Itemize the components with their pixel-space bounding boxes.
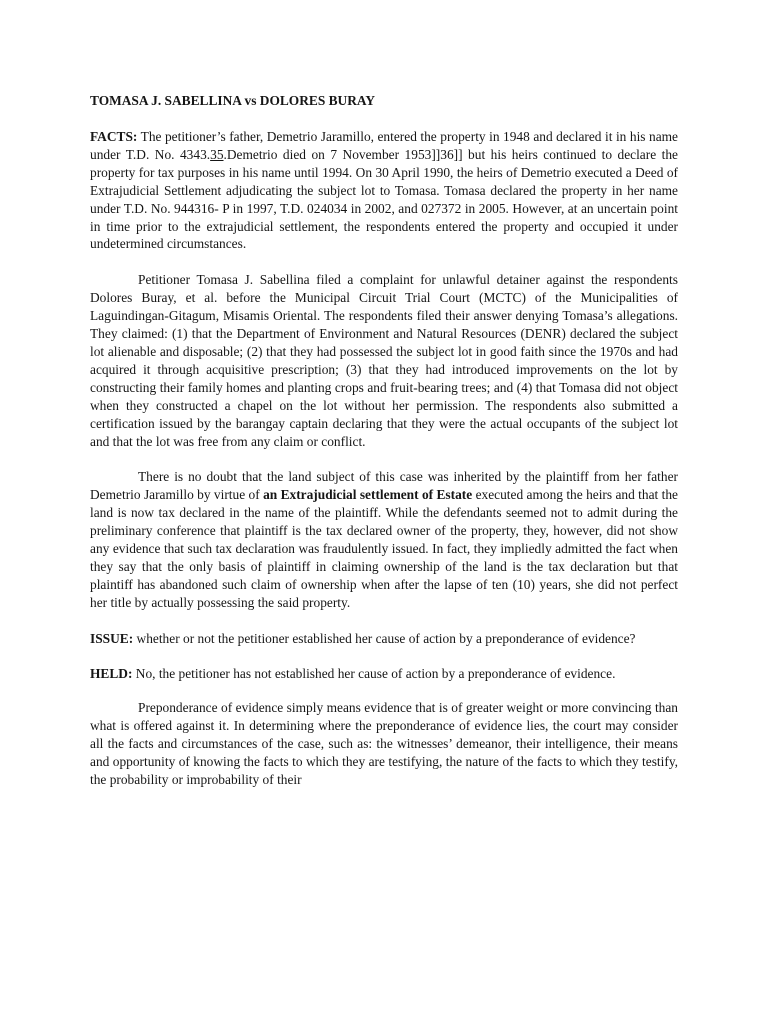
issue-text: whether or not the petitioner established her cause of action by a preponderance of evidence? xyxy=(133,630,636,646)
facts-text-a: The petitioner’s father, Demetrio Jaramillo, entered the property in 1948 and declared it in his name under T.D. No. 4343. xyxy=(90,129,678,162)
held-label: HELD: xyxy=(90,665,133,681)
issue-paragraph xyxy=(90,630,678,648)
ruling-bold-phrase: an Extrajudicial settlement of Estate xyxy=(263,487,473,503)
issue-label: ISSUE: xyxy=(90,630,134,646)
document-page xyxy=(90,92,678,789)
facts-label: FACTS: xyxy=(90,129,138,144)
facts-paragraph xyxy=(90,128,678,253)
held-paragraph xyxy=(90,665,678,683)
case-title: TOMASA J. SABELLINA vs DOLORES BURAY xyxy=(90,93,376,108)
facts-footnote-ref: 35 xyxy=(210,146,224,162)
facts-text-b: .Demetrio died on 7 November 1953]]36]] but his heirs continued to declare the property for tax purposes in his name until 1994. On 30 April 1990, the heirs of Demetrio executed a Deed of Extrajudicial Settlement adjudicating the subject lot to Tomasa. Tomasa declared the property in her name under T.D. No. 944316- P in 1997, T.D. 024034 in 2002, and 027372 in 2005. However, at an uncertain point in time prior to the extrajudicial settlement, the respondents entered the property and occupied it under undetermined circumstances. xyxy=(90,146,679,252)
preponderance-paragraph: Preponderance of evidence simply means evidence that is of greater weight or more convincing than what is offered against it. In determining where the preponderance of evidence lies, the court may consider all the facts and circumstances of the case, such as: the witnesses’ demeanor, their intelligence, their means and opportunity of knowing the facts to which they are testifying, the nature of the facts to which they testify, the probability or improbability of their xyxy=(90,700,678,788)
ruling-text-a: There is no doubt that the land subject of this case was inherited by the plaintiff from her father Demetrio Jaramillo by virtue of xyxy=(90,469,678,503)
held-text: No, the petitioner has not established her cause of action by a preponderance of evidence. xyxy=(132,665,616,681)
ruling-paragraph xyxy=(90,468,678,611)
ruling-text-b: executed among the heirs and that the land is now tax declared in the name of the plaintiff. While the defendants seemed not to admit during the preliminary conference that plaintiff is the tax declared owner of the property, they, however, did not show any evidence that such tax declaration was fraudulently issued. In fact, they impliedly admitted the fact when they say that the only basis of plaintiff in claiming ownership of the land is the tax declaration but that plaintiff has abandoned such claim of ownership when after the lapse of ten (10) years, she did not perfect her title by actually possessing the said property. xyxy=(90,487,678,610)
complaint-paragraph: Petitioner Tomasa J. Sabellina filed a complaint for unlawful detainer against the respondents Dolores Buray, et al. before the Municipal Circuit Trial Court (MCTC) of the Municipalities of Laguindingan-Gitagum, Misamis Oriental. The respondents filed their answer denying Tomasa’s allegations. They claimed: (1) that the Department of Environment and Natural Resources (DENR) declared the subject lot alienable and disposable; (2) that they had possessed the subject lot in good faith since the 1970s and had acquired it through acquisitive prescription; (3) that they had introduced improvements on the lot by constructing their family homes and planting crops and fruit-bearing trees; and (4) that Tomasa did not object when they constructed a chapel on the lot without her permission. The respondents also submitted a certification issued by the barangay captain declaring that they were the actual occupants of the subject lot and that the lot was free from any claim or conflict. xyxy=(90,272,678,449)
